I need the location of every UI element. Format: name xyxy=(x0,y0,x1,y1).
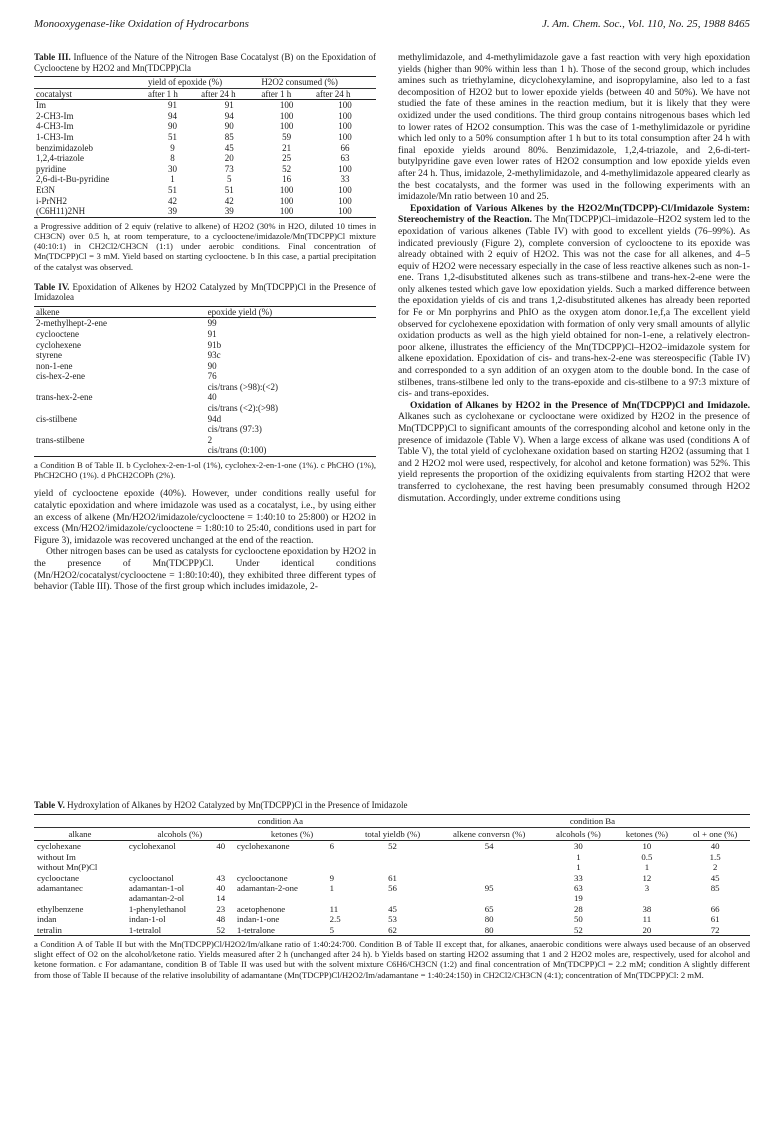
table-cell: 66 xyxy=(710,903,720,914)
table-cell: adamantan-2-ol xyxy=(128,893,185,904)
table-3-label: Table III. xyxy=(34,52,71,62)
table-row xyxy=(34,100,376,111)
table-5-group-header: condition Ba xyxy=(569,815,616,826)
table-row xyxy=(34,382,376,393)
table-5-col-header: ketones (%) xyxy=(270,828,314,839)
table-row xyxy=(34,904,750,914)
table-4-caption xyxy=(34,282,376,303)
table-cell: 91 xyxy=(168,100,178,111)
body-paragraph: Alkanes such as cyclohexane or cyclooctane were oxidized by H2O2 in the presence of Mn(TDCPP)Cl to significant amounts of the corresponding alcohol and ketone only in the presence of imidazole (Table V). When a large excess of alkane was used (conditions A of Table V), the total yield of cyclohexane oxidation based on starting H2O2 (assuming that 1 and 2 H2O2 mol were used, respectively, for alcohol and ketone formation) was 52%. This yield represents the proportion of the oxidizing equivalents from starting H2O2 that were transferred to cyclohexane, the rest having been presumably consumed through H2O2 dismutation. Accordingly, under extreme conditions using xyxy=(398,411,750,504)
table-cell xyxy=(234,862,327,872)
table-cell xyxy=(435,873,543,883)
table-cell: 28 xyxy=(574,903,583,914)
body-paragraph: yield of cyclooctene epoxide (40%). However, under conditions really useful for catalytic epoxidation and where imidazole was used as a cocatalyst, i.e., by using either an excess of alkene (Mn/H2O2/imidazole/cyclooctene = 1:40:10 to 25:800) or H2O2 in excess (Mn/H2O2/imidazole/cyclooctene = 1:80:10 to 25:40, conditions used in part for Figure 3), imidazole was recovered unchanged at the end of the reaction. xyxy=(34,488,376,546)
table-cell xyxy=(213,852,233,862)
table-cell xyxy=(435,893,543,903)
table-row xyxy=(34,841,750,852)
table-cell: 42 xyxy=(168,195,178,206)
table-3-col-header: after 1 h xyxy=(261,88,292,99)
table-cell: 93c xyxy=(207,350,221,361)
table-cell: 99 xyxy=(207,318,217,329)
table-cell: 1-CH3-Im xyxy=(36,131,74,142)
table-cell xyxy=(350,893,435,903)
table-row xyxy=(34,403,376,414)
running-header xyxy=(34,18,750,34)
table-row xyxy=(34,852,750,862)
table-row xyxy=(34,862,750,872)
table-cell: acetophenone xyxy=(236,903,286,914)
table-cell: 25 xyxy=(282,153,292,164)
table-cell: cis/trans (>98):(<2) xyxy=(207,381,279,392)
table-cell: non-1-ene xyxy=(36,360,73,371)
table-3-group-header: yield of epoxide (%) xyxy=(147,77,223,87)
table-cell: 9 xyxy=(170,142,175,153)
table-cell: 54 xyxy=(484,841,494,852)
table-row xyxy=(34,174,376,185)
table-5 xyxy=(34,800,750,980)
table-cell: without Mn(P)Cl xyxy=(37,862,98,873)
table-cell: 45 xyxy=(388,903,397,914)
table-cell xyxy=(213,862,233,872)
table-cell: cyclooctene xyxy=(36,328,79,339)
table-row xyxy=(34,111,376,122)
table-cell: 76 xyxy=(207,371,217,382)
table-cell: Et3N xyxy=(36,184,55,195)
table-cell: adamantan-2-one xyxy=(236,882,298,893)
table-cell: 2 xyxy=(712,862,718,873)
table-cell: 42 xyxy=(224,195,234,206)
table-cell: i-PrNH2 xyxy=(36,195,67,206)
table-cell: 72 xyxy=(710,924,720,935)
table-cell: 1 xyxy=(576,862,581,873)
table-3-col-header: after 24 h xyxy=(201,88,236,99)
table-cell: 19 xyxy=(574,893,583,904)
section-heading: Epoxidation of Various Alkenes by the H2O2/Mn(TDCPP)-Cl/Imidazole System: Stereochemistry of the Reaction. xyxy=(398,202,750,226)
table-cell: 91 xyxy=(224,100,234,111)
table-row xyxy=(34,340,376,351)
table-4-label: Table IV. xyxy=(34,281,70,292)
table-cell: 51 xyxy=(168,184,178,195)
table-4-title: Epoxidation of Alkenes by H2O2 Catalyzed by Mn(TDCPP)Cl in the Presence of Imidazolea xyxy=(34,281,376,303)
table-cell: 6 xyxy=(329,841,335,852)
table-5-caption xyxy=(34,800,750,811)
table-cell: 52 xyxy=(282,163,292,174)
table-cell xyxy=(34,382,206,393)
table-cell: cis/trans (<2):(>98) xyxy=(207,403,279,414)
table-3-col-header: cocatalyst xyxy=(36,88,72,99)
table-5-label: Table V. xyxy=(34,800,65,810)
table-cell: 40 xyxy=(216,882,226,893)
table-cell: 2 xyxy=(207,434,213,445)
table-cell: cyclooctanone xyxy=(236,872,288,883)
table-cell: 100 xyxy=(279,121,294,132)
table-cell xyxy=(614,893,681,903)
table-5-col-header: alcohols (%) xyxy=(157,828,203,839)
table-cell: cis-hex-2-ene xyxy=(36,371,85,382)
table-5-col-header: ol + one (%) xyxy=(693,828,738,839)
table-5-col-header: alkene conversn (%) xyxy=(452,828,526,839)
table-cell: 40 xyxy=(207,392,217,403)
table-cell: 100 xyxy=(338,184,352,195)
table-cell: Im xyxy=(36,100,46,111)
table-cell: 1-phenylethanol xyxy=(128,903,187,914)
table-cell: pyridine xyxy=(36,163,66,174)
table-cell: 2-methylhept-2-ene xyxy=(36,318,107,329)
table-cell: tetralin xyxy=(37,924,62,935)
table-cell: 45 xyxy=(224,142,234,153)
table-row xyxy=(34,361,376,372)
table-cell xyxy=(34,893,126,903)
table-row xyxy=(34,925,750,936)
table-5-group-empty xyxy=(34,814,126,827)
table-cell: 100 xyxy=(279,206,294,217)
table-cell: 95 xyxy=(484,882,494,893)
table-cell: 23 xyxy=(216,903,226,914)
table-cell: 52 xyxy=(574,924,583,935)
table-cell: 1 xyxy=(329,882,335,893)
table-cell: cyclohexane xyxy=(37,841,81,852)
table-4-body xyxy=(34,318,376,457)
table-row xyxy=(34,206,376,217)
table-row xyxy=(34,883,750,893)
table-cell: 1 xyxy=(576,851,581,862)
table-cell: 11 xyxy=(642,914,652,925)
table-cell: cyclohexanol xyxy=(128,841,176,852)
table-cell: indan xyxy=(37,914,57,925)
table-cell: 11 xyxy=(329,903,339,914)
table-row xyxy=(34,873,750,883)
table-cell: 45 xyxy=(710,872,720,883)
table-cell: 12 xyxy=(642,872,652,883)
table-3-title: Influence of the Nature of the Nitrogen Base Cocatalyst (B) on the Epoxidation of Cyclooctene by H2O2 and Mn(TDCPP)Cla xyxy=(34,52,376,73)
table-3 xyxy=(34,52,376,272)
table-cell: 90 xyxy=(224,121,234,132)
table-cell xyxy=(234,852,327,862)
table-cell: 100 xyxy=(279,100,294,111)
table-4 xyxy=(34,282,376,481)
table-cell: 90 xyxy=(207,360,217,371)
table-cell: 85 xyxy=(224,131,234,142)
table-cell xyxy=(680,893,750,903)
table-cell xyxy=(126,852,213,862)
table-cell xyxy=(350,862,435,872)
table-cell xyxy=(34,403,206,414)
table-row xyxy=(34,893,750,903)
table-cell: 5 xyxy=(226,174,232,185)
table-5-title: Hydroxylation of Alkanes by H2O2 Catalyzed by Mn(TDCPP)Cl in the Presence of Imidazole xyxy=(67,800,408,810)
table-cell: 80 xyxy=(484,914,494,925)
table-cell: 2-CH3-Im xyxy=(36,110,74,121)
table-4-col-header: epoxide yield (%) xyxy=(207,306,273,317)
table-cell xyxy=(327,893,351,903)
table-row xyxy=(34,153,376,164)
table-cell: 52 xyxy=(388,841,397,852)
running-title: Monooxygenase-like Oxidation of Hydrocarbons xyxy=(34,18,249,30)
table-cell xyxy=(350,852,435,862)
table-row xyxy=(34,445,376,456)
table-cell: 48 xyxy=(216,914,226,925)
table-cell: 100 xyxy=(279,110,294,121)
table-cell: cyclohexene xyxy=(36,339,81,350)
table-cell: 1,2,4-triazole xyxy=(36,153,84,164)
table-cell: 52 xyxy=(216,924,226,935)
table-cell: 39 xyxy=(224,206,234,217)
table-cell: 63 xyxy=(340,153,350,164)
table-cell: 21 xyxy=(282,142,292,153)
table-cell xyxy=(327,852,351,862)
table-5-body xyxy=(34,841,750,936)
table-3-body xyxy=(34,100,376,218)
table-cell: 66 xyxy=(340,142,350,153)
table-cell: trans-hex-2-ene xyxy=(36,392,93,403)
table-row xyxy=(34,132,376,143)
table-cell xyxy=(435,852,543,862)
table-cell: 90 xyxy=(168,121,178,132)
table-cell: 38 xyxy=(642,903,652,914)
table-cell: 50 xyxy=(574,914,583,925)
table-cell: 51 xyxy=(168,131,178,142)
table-cell: 100 xyxy=(338,206,352,217)
table-cell: 39 xyxy=(168,206,178,217)
table-cell xyxy=(126,862,213,872)
table-cell: 3 xyxy=(644,882,650,893)
table-cell: 8 xyxy=(170,153,175,164)
table-3-group-empty xyxy=(34,77,146,89)
table-cell xyxy=(34,445,206,456)
table-row xyxy=(34,143,376,154)
table-cell: 0.5 xyxy=(641,851,653,862)
table-cell xyxy=(435,862,543,872)
table-cell: 20 xyxy=(642,924,652,935)
table-row xyxy=(34,196,376,207)
table-row xyxy=(34,392,376,403)
table-cell: 56 xyxy=(388,882,397,893)
table-row xyxy=(34,121,376,132)
table-cell: 1-tetralone xyxy=(236,924,275,935)
body-paragraph: methylimidazole, and 4-methylimidazole gave a fast reaction with very high epoxidation yields (higher than 90% within less than 1 h). Those of the second group, which includes amines such as triethylamine, dicyclohexylamine, and isopropylamine, also led to a fast decomposition of H2O2 but to lower epoxide yields (between 40 and 50%). We have not studied the fate of these amines in the reaction medium, but it is likely that they were oxidized under the used conditions. The third group contains nitrogenous bases which led to lower rates of H2O2 consumption. This was the case of 1-methylimidazole or pyridine which led only to a 50% consumption after 1 h but to its total consumption after 24 h with final epoxide yields around 80%. Benzimidazole, 1,2,4-triazole, and 2,6-di-tert-butylpyridine gave even lower rates of H2O2 consumption and low epoxide yields even after 24 h. Thus, imidazole, 2-methylimidazole, and 4-methylimidazole appeared clearly as the best cocatalysts, and the former was used in the following experiments with an imidazole/Mn ratio between 10 and 25. xyxy=(398,52,750,203)
table-cell: 65 xyxy=(484,903,494,914)
table-cell: 62 xyxy=(388,924,397,935)
table-cell: 63 xyxy=(574,882,583,893)
table-5-col-header: alkane xyxy=(68,828,92,839)
table-cell: 9 xyxy=(329,872,335,883)
table-3-col-header: after 1 h xyxy=(147,88,178,99)
table-3-grid xyxy=(34,76,376,218)
table-cell: 59 xyxy=(282,131,292,142)
table-row xyxy=(34,414,376,425)
table-cell: 100 xyxy=(338,100,352,111)
table-row xyxy=(34,318,376,329)
table-5-footnote: a Condition A of Table II but with the Mn(TDCPP)Cl/H2O2/Im/alkane ratio of 1:40:24:700. Condition B of Table II except that, for alkanes, anaerobic conditions were always used because of an observed slight effect of O2 on the alcohol/ketone ratio. Yields measured after 2 h (unchanged after 24 h). b Yields based on starting H2O2 assuming that 1 and 2 H2O2 moles are, respectively, used for alcohol and ketone formation. c For adamantane, condition B of Table II was used but with the solvent mixture C6H6/CH3CN (1:2) and final concentration of Mn(TDCPP)Cl = 2.2 mM; condition A slightly different from those of Table II because of the relative insolubility of adamantane (Mn(TDCPP)Cl/H2O2/Im/adamantane = 1:40:24:150) in CH2Cl2/CH3CN (4:1); concentration of Mn(TDCPP)Cl: 2 mM. xyxy=(34,938,750,980)
table-cell: 100 xyxy=(279,195,294,206)
table-cell: 1.5 xyxy=(709,851,721,862)
table-cell: 20 xyxy=(224,153,234,164)
table-cell: 85 xyxy=(710,882,720,893)
section-heading: Oxidation of Alkanes by H2O2 in the Presence of Mn(TDCPP)Cl and Imidazole. xyxy=(410,399,750,411)
table-row xyxy=(34,435,376,446)
table-cell: cyclooctane xyxy=(37,872,80,883)
table-cell xyxy=(234,893,327,903)
table-row xyxy=(34,350,376,361)
table-4-col-header: alkene xyxy=(36,306,60,317)
table-cell: without Im xyxy=(37,851,76,862)
table-cell: 100 xyxy=(279,184,294,195)
table-cell: (C6H11)2NH xyxy=(36,206,86,217)
table-cell: 40 xyxy=(216,841,226,852)
table-cell: 61 xyxy=(710,914,720,925)
table-cell: 16 xyxy=(282,174,292,185)
table-cell: 73 xyxy=(224,163,234,174)
table-5-grid xyxy=(34,814,750,936)
table-3-caption xyxy=(34,52,376,73)
table-cell: 5 xyxy=(329,924,335,935)
table-cell: adamantan-1-ol xyxy=(128,882,185,893)
table-cell: 2,6-di-t-Bu-pyridine xyxy=(36,174,110,185)
table-cell: 43 xyxy=(216,872,226,883)
body-paragraph: Other nitrogen bases can be used as catalysts for cyclooctene epoxidation by H2O2 in the presence of Mn(TDCPP)Cl. Under identical conditions (Mn/H2O2/cocatalyst/cyclooctene = 1:80:10:40), they exhibited three different types of behavior (Table III). Those of the first group which includes imidazole, 2- xyxy=(34,546,376,593)
table-cell: 100 xyxy=(338,195,352,206)
table-5-group-header: condition Aa xyxy=(257,815,303,826)
body-paragraph: The Mn(TDCPP)Cl–imidazole–H2O2 system led to the epoxidation of various alkenes (Table IV) with good to excellent yields (76–99%). As indicated previously (Figure 2), complete conversion of cyclooctene to its epoxide was already obtained with 2 equiv of H2O2. This was not the case for all alkenes, and 4–5 equiv of H2O2 were necessary especially in the case of less reactive alkenes such as non-1-ene. Trans 1,2-disubstituted alkenes such as trans-stilbene and trans-hex-2-ene were the only alkenes tested which gave low epoxidation yields. Such a marked difference between the epoxidation yields of cis and trans 1,2-disubstituted alkenes has already been reported for Fe or Mn porphyrins and PhIO as the oxygen atom donor.1e,f,a The excellent yield observed for cyclohexene epoxidation with formation of only very small amounts of allylic oxidation products as well as the high yield obtained for non-1-ene, a relatively electron-poor alkene, illustrates the efficiency of the Mn(TDCPP)Cl–H2O2–imidazole system for alkene epoxidation. Epoxidation of cis- and trans-hex-2-ene was stereospecific (Table IV) and corresponded to a syn addition of an oxygen atom to the double bond. In the case of stilbenes, trans-stilbene led only to the trans-epoxide and cis-stilbene to a 97:3 mixture of cis- and trans-epoxides. xyxy=(398,214,750,400)
table-cell: adamantanec xyxy=(37,882,83,893)
table-cell: cyclohexanone xyxy=(236,841,290,852)
table-cell: 94d xyxy=(207,413,222,424)
table-4-grid xyxy=(34,306,376,457)
table-cell: 1-tetralol xyxy=(128,924,162,935)
table-row xyxy=(34,424,376,435)
table-cell: 94 xyxy=(168,110,178,121)
table-cell: 1 xyxy=(644,862,650,873)
table-cell: 51 xyxy=(224,184,234,195)
table-5-col-header: ketones (%) xyxy=(625,828,669,839)
table-cell: 10 xyxy=(642,841,652,852)
table-3-col-header: after 24 h xyxy=(316,88,351,99)
table-cell: 100 xyxy=(338,131,352,142)
table-cell: 53 xyxy=(388,914,397,925)
table-cell: 1 xyxy=(170,174,175,185)
journal-citation: J. Am. Chem. Soc., Vol. 110, No. 25, 1988 8465 xyxy=(542,18,750,30)
table-cell: cis/trans (0:100) xyxy=(207,445,267,456)
table-3-footnote: a Progressive addition of 2 equiv (relative to alkene) of H2O2 (30% in H2O, diluted 10 times in CH3CN) over 0.5 h, at room temperature, to a cyclooctene/imidazole/Mn(TDCPP)Cl mixture (40:10:1) in CH2Cl2/CH3CN (1:1) under aerobic conditions. Final concentration of Mn(TDCPP)Cl = 3 mM. Yield based on starting cyclooctene. b In this case, a partial precipitation of the catalyst was observed. xyxy=(34,220,376,272)
table-cell: 33 xyxy=(574,872,583,883)
table-cell: 100 xyxy=(338,121,352,132)
table-3-group-header: H2O2 consumed (%) xyxy=(261,77,338,87)
table-cell xyxy=(34,424,206,435)
table-row xyxy=(34,164,376,175)
table-cell: 91b xyxy=(207,339,222,350)
right-column xyxy=(398,52,750,504)
table-cell: cis/trans (97:3) xyxy=(207,424,262,435)
table-cell: 2.5 xyxy=(329,914,341,925)
table-row xyxy=(34,914,750,924)
table-cell: 40 xyxy=(710,841,720,852)
table-cell xyxy=(327,862,351,872)
table-cell: 100 xyxy=(338,110,352,121)
table-cell: 33 xyxy=(340,174,350,185)
left-column xyxy=(34,52,376,593)
table-cell: 61 xyxy=(388,872,397,883)
table-cell: cyclooctanol xyxy=(128,872,174,883)
table-5-col-header: alcohols (%) xyxy=(556,828,601,839)
table-row xyxy=(34,185,376,196)
table-5-col-header: total yieldb (%) xyxy=(364,828,421,839)
table-cell: 94 xyxy=(224,110,234,121)
table-cell: 4-CH3-Im xyxy=(36,121,74,132)
table-cell: benzimidazoleb xyxy=(36,142,93,153)
table-cell: 100 xyxy=(338,163,352,174)
table-cell: cis-stilbene xyxy=(36,413,77,424)
table-row xyxy=(34,371,376,382)
table-cell: indan-1-ol xyxy=(128,914,166,925)
table-cell: trans-stilbene xyxy=(36,434,85,445)
table-cell: indan-1-one xyxy=(236,914,280,925)
table-cell: 91 xyxy=(207,328,217,339)
table-row xyxy=(34,329,376,340)
table-cell: 14 xyxy=(216,893,226,904)
table-cell: 80 xyxy=(484,924,494,935)
table-cell: 30 xyxy=(168,163,178,174)
table-4-footnote: a Condition B of Table II. b Cyclohex-2-en-1-ol (1%), cyclohex-2-en-1-one (1%). c PhCHO (1%), PhCH2CHO (1%). d PhCH2COPh (2%). xyxy=(34,460,376,481)
table-cell: 30 xyxy=(574,841,583,852)
table-cell: styrene xyxy=(36,350,62,361)
table-cell: ethylbenzene xyxy=(37,903,84,914)
